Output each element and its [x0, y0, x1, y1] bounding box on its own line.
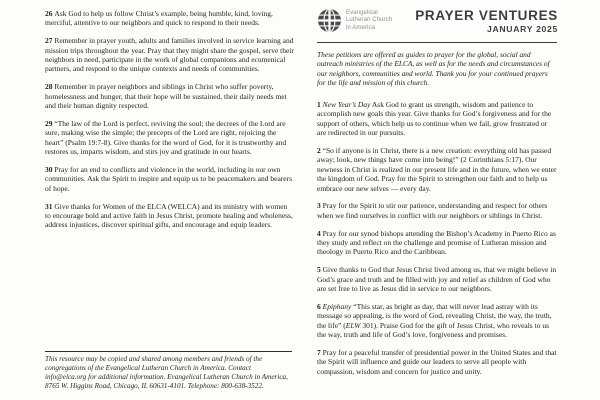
prayer-item-number: 27 — [45, 36, 55, 46]
title-block — [415, 8, 558, 34]
prayer-item-number: 31 — [45, 201, 55, 211]
prayer-item-30 — [45, 165, 294, 193]
prayer-item-2 — [317, 146, 558, 193]
prayer-item-number: 29 — [45, 118, 55, 128]
prayer-item-text: Pray for our synod bishops attending the Bishop’s Academy in Puerto Rico as they study and reflect on the challenge and promise of Lutheran mission and theology in Puerto Rico and the Caribbean. — [317, 228, 556, 257]
prayer-item-number: 28 — [45, 82, 55, 92]
masthead — [317, 8, 558, 34]
prayer-item-text: Pray for a peaceful transfer of presidential power in the United States and that the Spirit will influence and guide our leaders to serve all people with compassion, wisdom and concern for justice and unity. — [317, 347, 557, 376]
prayer-item-number: 3 — [317, 201, 323, 211]
prayer-item-number: 6 — [317, 301, 323, 311]
elca-logo — [317, 8, 392, 33]
intro-paragraph: These petitions are offered as guides to prayer for the global, social and outreach ministries of the ELCA, as well as for the needs and circumstances of our neighbors, communities and world. Thank you for your continued prayers for the life and mission of this church. — [317, 50, 550, 88]
prayer-item-text: Pray for an end to conflicts and violence in the world, including in our own communities. Ask the Spirit to inspire and equip us to be peacemakers and bearers of hope. — [45, 164, 293, 193]
prayer-item-31 — [45, 202, 294, 230]
prayer-item-text: ELW — [345, 320, 361, 330]
prayer-item-text: Give thanks to God that Jesus Christ lived among us, that we might believe in God’s grace and truth and be filled with joy and relief as children of God who are set free to live as Jesus did in service to our neighbors. — [317, 265, 557, 293]
prayer-item-number: 26 — [45, 9, 55, 18]
prayer-item-text: “This star, as bright as day, that will never lead astray with its message so appealing, is the word of God, revealing Christ, the way, the truth, the life” ( — [317, 301, 552, 330]
prayer-item-7 — [317, 348, 558, 376]
prayer-item-1 — [317, 100, 558, 138]
prayer-item-text: “So if anyone is in Christ, there is a new creation: everything old has passed away; look, new things have come into being!” (2 Corinthians 5:17). Our newness in Christ is realized in our present life and in the future, when we enter the kingdom of God. Pray for the Spirit to strengthen our faith and to help us embrace our new selves — every day. — [317, 146, 557, 193]
prayer-item-number: 5 — [317, 265, 323, 275]
prayer-item-5 — [317, 265, 558, 293]
brand-line: Lutheran Church — [346, 17, 393, 24]
prayer-item-6 — [317, 302, 558, 340]
elca-globe-cross-icon — [317, 8, 342, 33]
prayer-item-number: 1 — [317, 100, 323, 109]
header-divider — [317, 42, 557, 43]
prayer-item-text: Remember in prayer neighbors and siblings in Christ who suffer poverty, homelessness and hunger, that their hope will be sustained, their daily needs met and their human dignity respected. — [45, 82, 287, 110]
prayer-list-left — [45, 9, 294, 238]
footer-note — [45, 351, 292, 392]
prayer-item-text: 301). Praise God for the gift of Jesus Christ, who reveals to us the way, truth and life of God’s love, forgiveness and promises. — [317, 320, 549, 339]
page-right — [300, 0, 600, 400]
prayer-item-text: Ask God to grant us strength, wisdom and patience to accomplish new goals this year. Give thanks for God’s forgiveness and for the support of others, which help us to continue when we fail, grow frustrated or are redirected in our pursuits. — [317, 100, 552, 138]
prayer-item-text: “The law of the Lord is perfect, reviving the soul; the decrees of the Lord are sure, making wise the simple; the precepts of the Lord are right, rejoicing the heart” (Psalm 19:7-8). Give thanks for the word of God, for it is trustworthy and restores us, imparts wisdom, and stirs joy and gratitude in our hearts. — [45, 118, 287, 156]
prayer-item-number: 2 — [317, 146, 323, 155]
prayer-item-26 — [45, 9, 294, 28]
footer-text: This resource may be copied and shared among members and friends of the congregations of the Evangelical Lutheran Church in America. Contact info@elca.org for additional information. Evangelical Lutheran Church in America, 8765 W. Higgins Road, Chicago, IL 60631-4101. Telephone: 800-638-3522. — [45, 355, 288, 391]
prayer-item-text: Ask God to help us follow Christ’s example, being humble, kind, loving, merciful, attentive to our neighbors and quick to respond to their needs. — [45, 9, 273, 28]
prayer-item-text: New Year’s Day — [322, 100, 371, 109]
prayer-item-text: Epiphany — [322, 301, 352, 311]
brand-name — [346, 9, 392, 31]
prayer-list-right — [317, 100, 558, 385]
prayer-item-text: Remember in prayer youth, adults and families involved in service learning and mission trips throughout the year. Pray that they might share the gospel, serve their neighbors in need, participate in the work of global companions and ecumenical partners, and respond to the unique contexts and needs of communities. — [45, 36, 294, 74]
prayer-item-text: Pray for the Spirit to stir our patience, understanding and respect for others when we find ourselves in conflict with our neighbors or siblings in Christ. — [317, 201, 548, 220]
prayer-item-29 — [45, 119, 294, 157]
prayer-item-number: 4 — [317, 228, 323, 238]
brand-line: Evangelical — [346, 10, 378, 17]
prayer-item-4 — [317, 229, 558, 257]
prayer-item-number: 30 — [45, 164, 55, 174]
footer-divider — [45, 351, 292, 352]
issue-date: JANUARY 2025 — [487, 24, 558, 34]
prayer-item-27 — [45, 36, 294, 74]
brand-line: in America — [346, 24, 376, 31]
prayer-item-number: 7 — [317, 347, 323, 357]
prayer-item-28 — [45, 82, 294, 110]
prayer-item-3 — [317, 201, 558, 220]
page-title: PRAYER VENTURES — [415, 8, 558, 23]
prayer-item-text: Give thanks for Women of the ELCA (WELCA) and its ministry with women to encourage bold and active faith in Jesus Christ, promote healing and wholeness, address injustices, discover spiritual gifts, and encourage and equip leaders. — [45, 201, 293, 230]
